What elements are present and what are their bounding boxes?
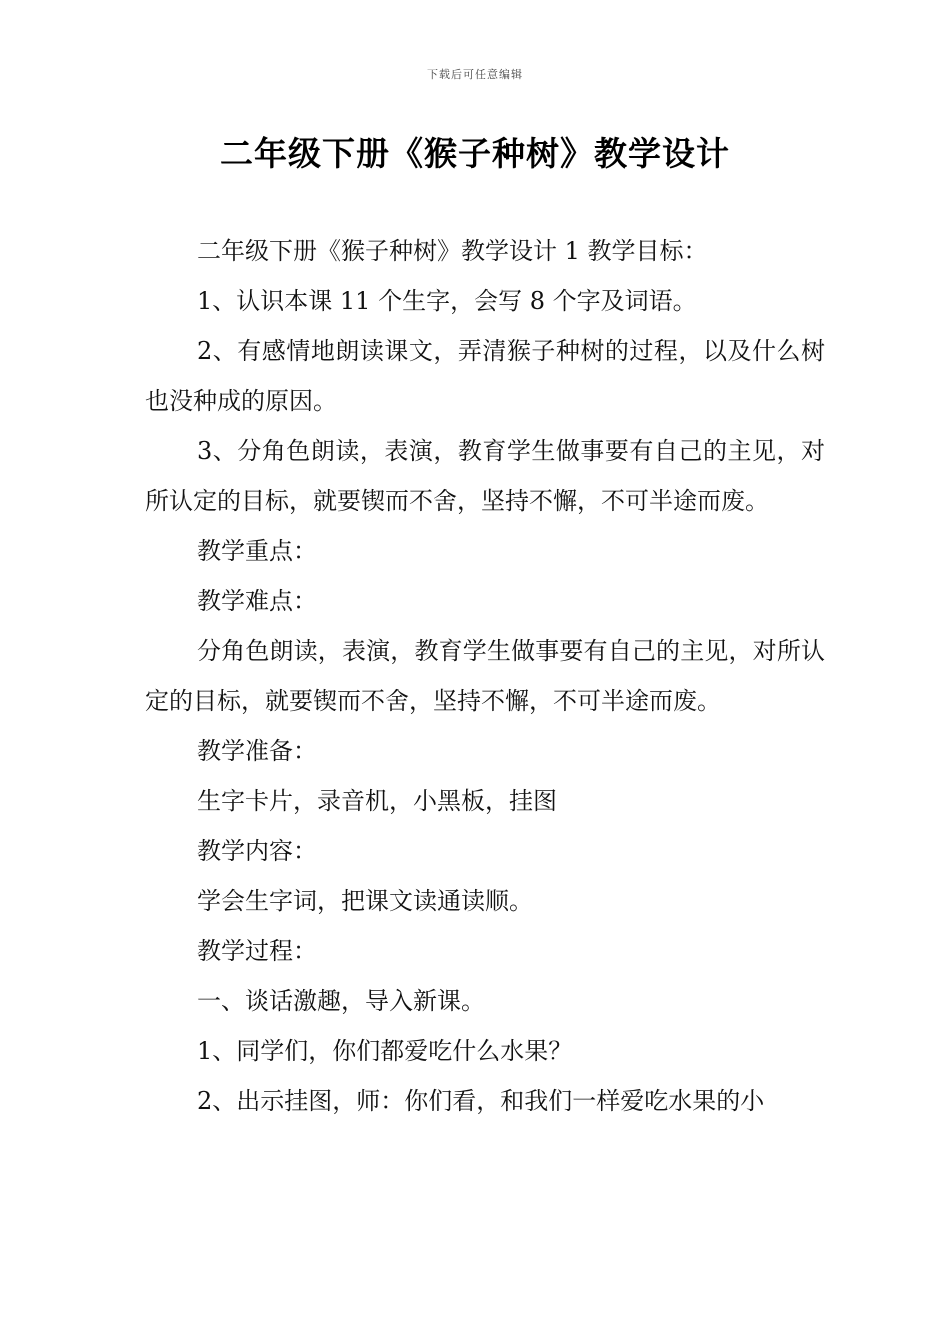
- paragraph-goal-3: 3、分角色朗读，表演，教育学生做事要有自己的主见，对所认定的目标，就要锲而不舍，坚持不懈，不可半途而废。: [145, 437, 825, 515]
- paragraph-step-1-1: 1、同学们，你们都爱吃什么水果？: [197, 1037, 573, 1065]
- paragraph-goal-2: 2、有感情地朗读课文，弄清猴子种树的过程，以及什么树也没种成的原因。: [145, 337, 825, 415]
- document-body: [145, 226, 825, 1126]
- paragraph-difficulties: 教学难点：: [197, 587, 317, 615]
- paragraph-intro: 二年级下册《猴子种树》教学设计 1 教学目标：: [197, 237, 708, 265]
- paragraph-difficulties-detail: 分角色朗读，表演，教育学生做事要有自己的主见，对所认定的目标，就要锲而不舍，坚持不懈，不可半途而废。: [145, 637, 825, 715]
- paragraph-key-points: 教学重点：: [197, 537, 317, 565]
- paragraph-step-1: 一、谈话激趣，导入新课。: [197, 987, 485, 1015]
- header-note: 下载后可任意编辑: [427, 68, 523, 81]
- document-title: 二年级下册《猴子种树》教学设计: [220, 134, 730, 173]
- paragraph-preparation: 教学准备：: [197, 737, 317, 765]
- paragraph-content: 教学内容：: [197, 837, 317, 865]
- paragraph-preparation-detail: 生字卡片，录音机，小黑板，挂图: [197, 787, 557, 815]
- paragraph-step-1-2: 2、出示挂图，师：你们看，和我们一样爱吃水果的小: [197, 1087, 765, 1115]
- paragraph-content-detail: 学会生字词，把课文读通读顺。: [197, 887, 533, 915]
- paragraph-goal-1: 1、认识本课 11 个生字，会写 8 个字及词语。: [197, 287, 697, 315]
- paragraph-process: 教学过程：: [197, 937, 317, 965]
